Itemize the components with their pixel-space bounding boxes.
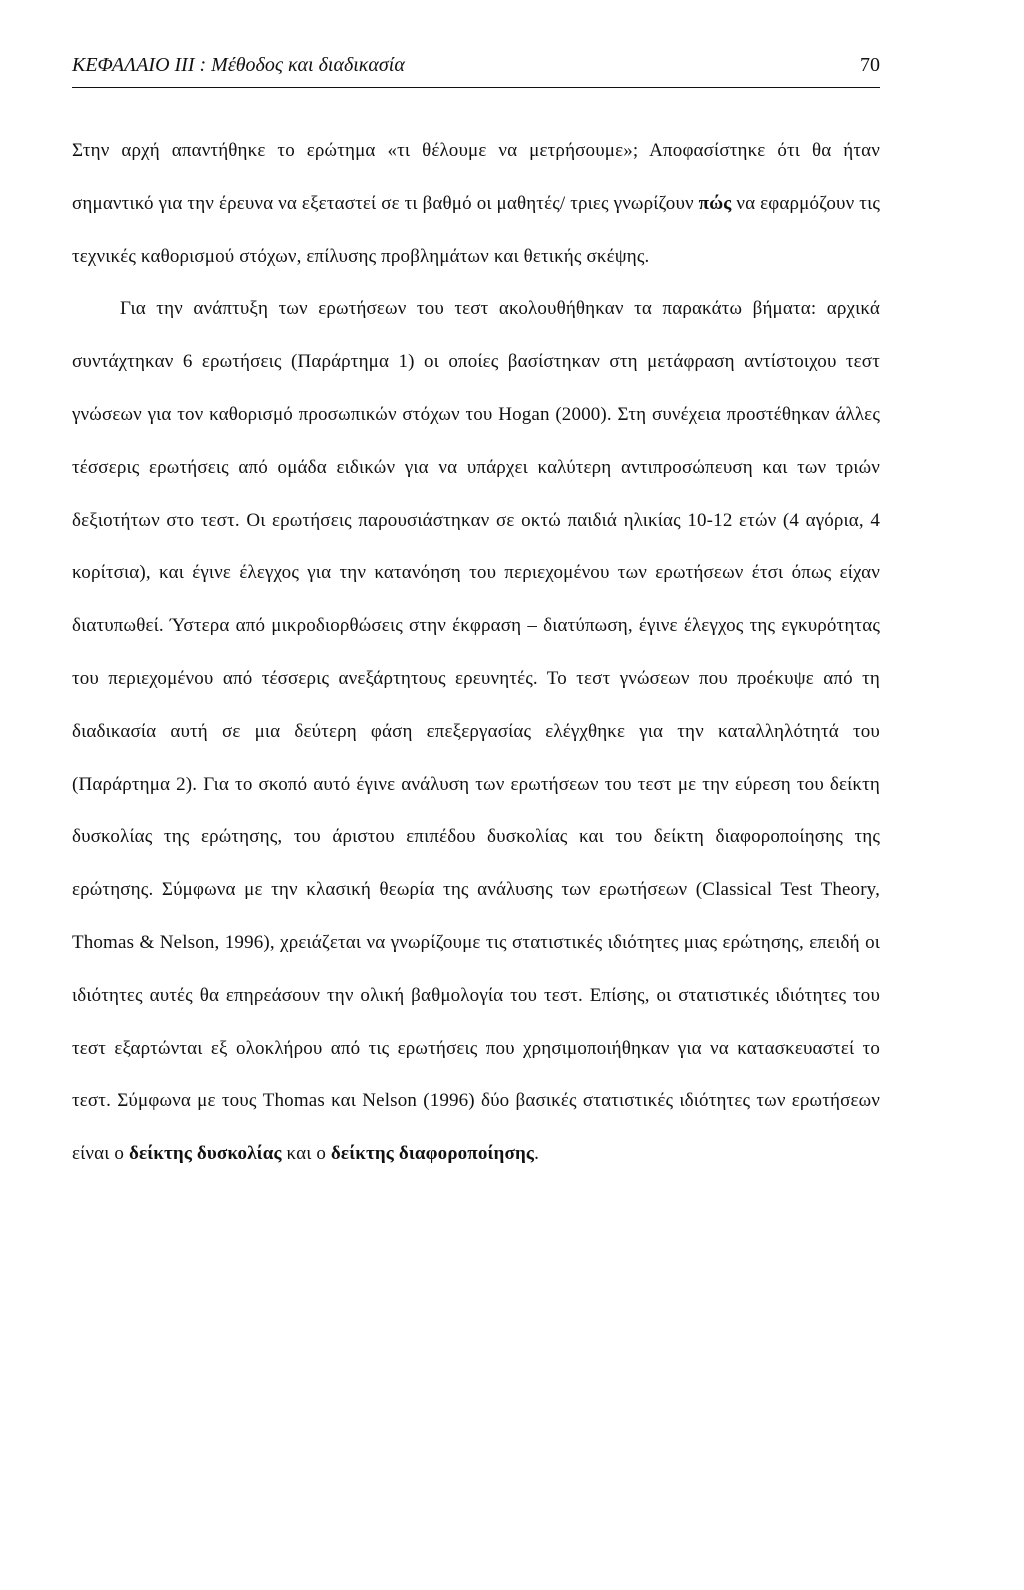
chapter-title: ΚΕΦΑΛΑΙΟ III : Μέθοδος και διαδικασία <box>72 54 405 76</box>
paragraph-text: να εφαρμόζουν τις τεχνικές καθορισμού στόχων, επίλυσης προβλημάτων και θετικής σκέψης. <box>72 192 880 267</box>
term-difficulty-index: δείκτης δυσκολίας <box>128 1143 282 1165</box>
header-rule <box>72 87 880 88</box>
paragraph-text: Για την ανάπτυξη των ερωτήσεων του τεστ ακολουθήθηκαν τα παρακάτω βήματα: αρχικά συντάχτηκαν 6 ερωτήσεις (Παράρτημα 1) οι οποίες βασίστηκαν στη μετάφραση αντίστοιχου τεστ γνώσεων για τον καθορισμό προσωπικών στόχων του Hogan (2000). Στη συνέχεια προστέθηκαν άλλες τέσσερις ερωτήσεις από ομάδα ειδικών για να υπάρχει καλύτερη αντιπροσώπευση και των τριών δεξιοτήτων στο τεστ. Οι ερωτήσεις παρουσιάστηκαν σε οκτώ παιδιά ηλικίας 10-12 ετών (4 αγόρια, 4 κορίτσια), και έγινε έλεγχος για την κατανόηση του περιεχομένου των ερωτήσεων έτσι όπως είχαν διατυπωθεί. Ύστερα από μικροδιορθώσεις στην έκφραση – διατύπωση, έγινε έλεγχος της εγκυρότητας του περιεχομένου από τέσσερις ανεξάρτητους ερευνητές. Το τεστ γνώσεων που προέκυψε από τη διαδικασία αυτή σε μια δεύτερη φάση επεξεργασίας ελέγχθηκε για την καταλληλότητά του (Παράρτημα 2). Για το σκοπό αυτό έγινε ανάλυση των ερωτήσεων του τεστ με την εύρεση του δείκτη δυσκολίας της ερώτησης, του άριστου επιπέδου δυσκολίας και του δείκτη διαφοροποίησης της ερώτησης. Σύμφωνα με την κλασική θεωρία της ανάλυσης των ερωτήσεων (Classical Test Theory, Thomas & Nelson, 1996), χρειάζεται να γνωρίζουμε τις στατιστικές ιδιότητες μιας ερώτησης, επειδή οι ιδιότητες αυτές θα επηρεάσουν την ολική βαθμολογία του τεστ. Επίσης, οι στατιστικές ιδιότητες του τεστ εξαρτώνται εξ ολοκλήρου από τις ερωτήσεις που χρησιμοποιήθηκαν για να κατασκευαστεί το τεστ. Σύμφωνα με τους Thomas και Nelson (1996) δύο βασικές στατιστικές ιδιότητες των ερωτήσεων είναι ο <box>72 298 880 1165</box>
paragraph <box>72 125 880 283</box>
page-number: 70 <box>860 54 880 76</box>
paragraph-text: και ο <box>281 1143 331 1165</box>
body-text <box>72 125 880 1181</box>
emphasis-text: πώς <box>698 192 732 214</box>
running-header <box>72 54 880 88</box>
term-discrimination-index: δείκτης διαφοροποίησης <box>330 1143 535 1165</box>
paragraph <box>72 283 880 1181</box>
paragraph-text: . <box>534 1143 539 1165</box>
paragraph-text: Στην αρχή απαντήθηκε το ερώτημα «τι θέλουμε να μετρήσουμε»; Αποφασίστηκε ότι θα ήταν σημαντικό για την έρευνα να εξεταστεί σε τι βαθμό οι μαθητές/ τριες γνωρίζουν <box>72 140 880 214</box>
